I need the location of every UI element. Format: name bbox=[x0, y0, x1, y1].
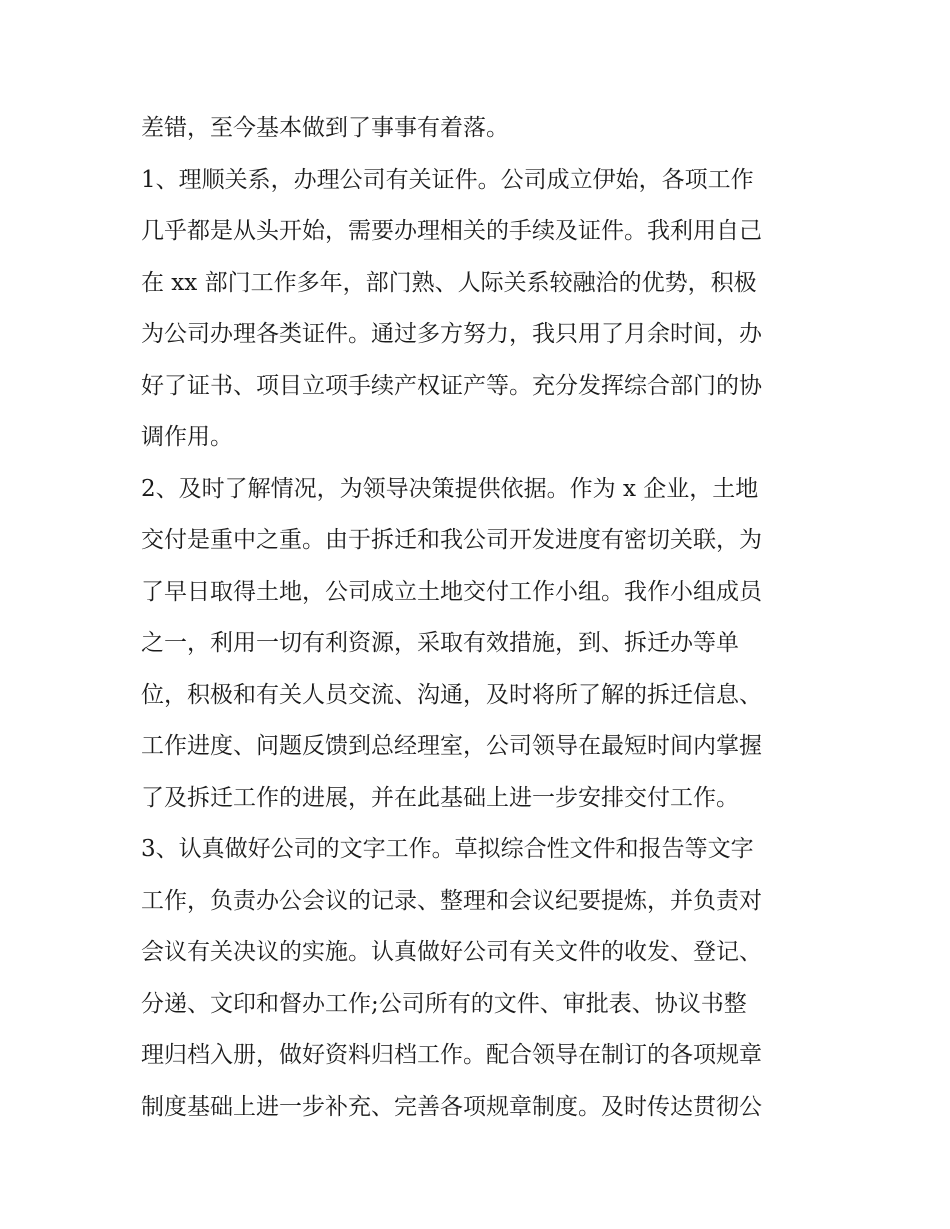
text-line: 为公司办理各类证件。通过多方努力，我只用了月余时间，办 bbox=[141, 321, 762, 347]
text-line: 会议有关决议的实施。认真做好公司有关文件的收发、登记、 bbox=[141, 939, 762, 965]
text-line: 调作用。 bbox=[141, 424, 233, 450]
text-line: 了早日取得土地，公司成立土地交付工作小组。我作小组成员 bbox=[141, 578, 762, 605]
text-line: 理归档入册，做好资料归档工作。配合领导在制订的各项规章 bbox=[141, 1042, 762, 1068]
document-body bbox=[141, 103, 821, 1133]
text-line: 制度基础上进一步补充、完善各项规章制度。及时传达贯彻公 bbox=[141, 1093, 762, 1120]
text-line: 之一，利用一切有利资源，采取有效措施，到、拆迁办等单 bbox=[141, 630, 739, 656]
text-line: 位，积极和有关人员交流、沟通，及时将所了解的拆迁信息、 bbox=[141, 681, 762, 708]
text-line: 3、认真做好公司的文字工作。草拟综合性文件和报告等文字 bbox=[141, 836, 754, 862]
text-line: 工作，负责办公会议的记录、整理和会议纪要提炼，并负责对 bbox=[141, 887, 762, 914]
text-line: 差错，至今基本做到了事事有着落。 bbox=[141, 115, 509, 141]
text-line: 了及拆迁工作的进展，并在此基础上进一步安排交付工作。 bbox=[141, 784, 739, 811]
text-line: 几乎都是从头开始，需要办理相关的手续及证件。我利用自己 bbox=[141, 218, 762, 244]
text-line: 2、及时了解情况，为领导决策提供依据。作为 x 企业，土地 bbox=[141, 475, 759, 502]
text-line: 交付是重中之重。由于拆迁和我公司开发进度有密切关联，为 bbox=[141, 527, 762, 553]
text-line: 好了证书、项目立项手续产权证产等。充分发挥综合部门的协 bbox=[141, 372, 762, 399]
text-line: 工作进度、问题反馈到总经理室，公司领导在最短时间内掌握 bbox=[141, 733, 762, 759]
text-line: 分递、文印和督办工作;公司所有的文件、审批表、协议书整 bbox=[141, 990, 747, 1017]
text-line: 在 xx 部门工作多年，部门熟、人际关系较融洽的优势，积极 bbox=[141, 269, 757, 296]
text-line: 1、理顺关系，办理公司有关证件。公司成立伊始，各项工作 bbox=[141, 166, 754, 193]
